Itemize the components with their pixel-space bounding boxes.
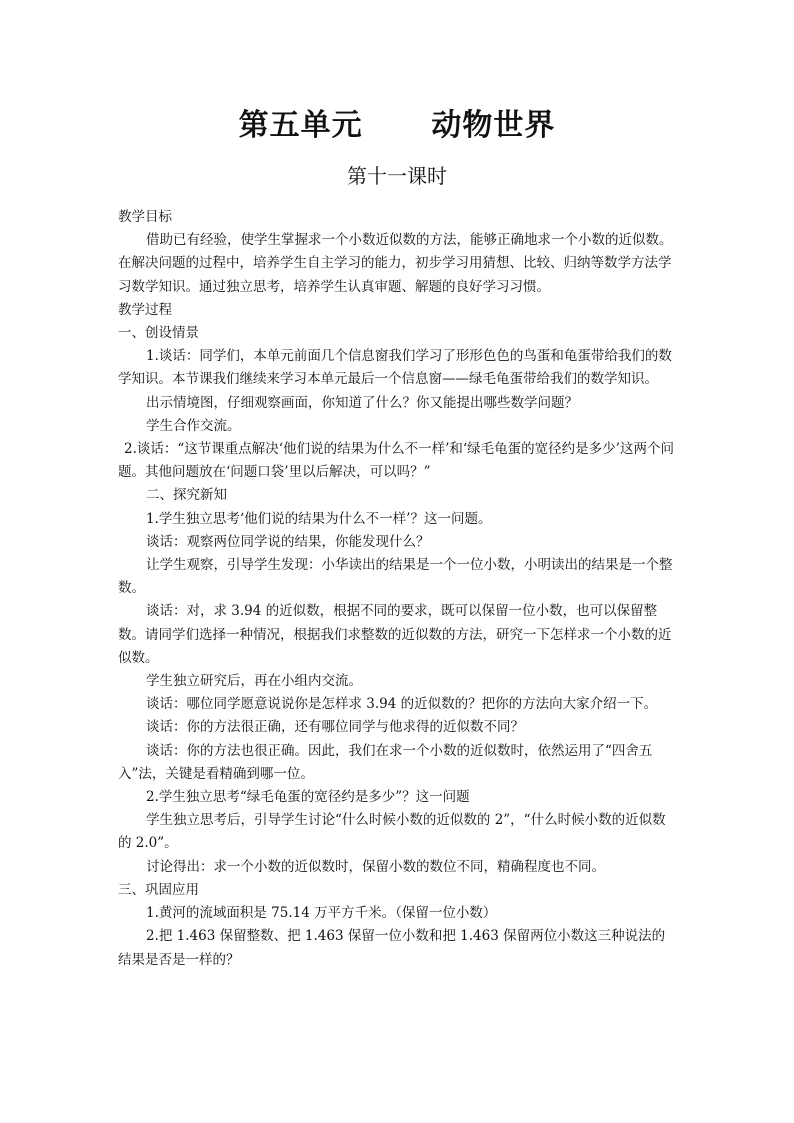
paragraph: 2.学生独立思考“绿毛龟蛋的宽径约是多少”？这一问题 (146, 789, 470, 806)
paragraph: 1.谈话：同学们，本单元前面几个信息窗我们学习了形形色色的鸟蛋和龟蛋带给我们的数学知识。本节课我们继续来学习本单元最后一个信息窗——绿毛龟蛋带给我们的数学知识。 (118, 348, 672, 388)
paragraph: 1.黄河的流域面积是 75.14 万平方千米。（保留一位小数） (146, 905, 497, 922)
paragraph: 学生合作交流。 (146, 417, 241, 434)
paragraph: 谈话：观察两位同学说的结果，你能发现什么？ (146, 533, 430, 550)
paragraph: 二、探究新知 (146, 487, 227, 504)
paragraph: 学生独立思考后，引导学生讨论“什么时候小数的近似数的 2”，“什么时候小数的近似数的 2.0”。 (118, 812, 666, 852)
paragraph: 教学目标 (118, 209, 172, 225)
paragraph: 出示情境图，仔细观察画面，你知道了什么？你又能提出哪些数学问题？ (146, 394, 578, 411)
paragraph: 谈话：你的方法也很正确。因此，我们在求一个小数的近似数时，依然运用了“四舍五入”法，关键是看精确到哪一位。 (118, 742, 653, 782)
paragraph: 教学过程 (118, 301, 172, 318)
paragraph: 谈话：你的方法很正确，还有哪位同学与他求得的近似数不同？ (146, 719, 524, 736)
paragraph: 三、巩固应用 (118, 881, 199, 898)
document-body (118, 206, 678, 972)
paragraph: 谈话：对，求 3.94 的近似数，根据不同的要求，既可以保留一位小数，也可以保留整数。请同学们选择一种情况，根据我们求整数的近似数的方法，研究一下怎样求一个小数的近似数。 (118, 603, 672, 666)
paragraph: 2.把 1.463 保留整数、把 1.463 保留一位小数和把 1.463 保留两位小数这三种说法的结果是否是一样的？ (118, 928, 666, 968)
paragraph: 1.学生独立思考‘他们说的结果为什么不一样’？这一问题。 (146, 510, 492, 527)
paragraph: 谈话：哪位同学愿意说说你是怎样求 3.94 的近似数的？把你的方法向大家介绍一下。 (146, 696, 658, 713)
paragraph: 让学生观察，引导学生发现：小华读出的结果是一个一位小数，小明读出的结果是一个整数。 (118, 557, 673, 597)
document-title: 第五单元 动物世界 (238, 108, 556, 143)
paragraph: 一、创设情景 (118, 325, 199, 342)
paragraph: 学生独立研究后，再在小组内交流。 (146, 673, 362, 690)
paragraph: 2.谈话：“这节课重点解决‘他们说的结果为什么不一样’和‘绿毛龟蛋的宽径约是多少’这两个问题。其他问题放在‘问题口袋’里以后解决，可以吗？” (118, 441, 674, 481)
paragraph: 借助已有经验，使学生掌握求一个小数近似数的方法，能够正确地求一个小数的近似数。在解决问题的过程中，培养学生自主学习的能力，初步学习用猜想、比较、归纳等数学方法学习数学知识。通过独立思考，培养学生认真审题、解题的良好学习习惯。 (118, 232, 673, 295)
lesson-subtitle: 第十一课时 (347, 164, 447, 188)
paragraph: 讨论得出：求一个小数的近似数时，保留小数的数位不同，精确程度也不同。 (146, 858, 605, 875)
